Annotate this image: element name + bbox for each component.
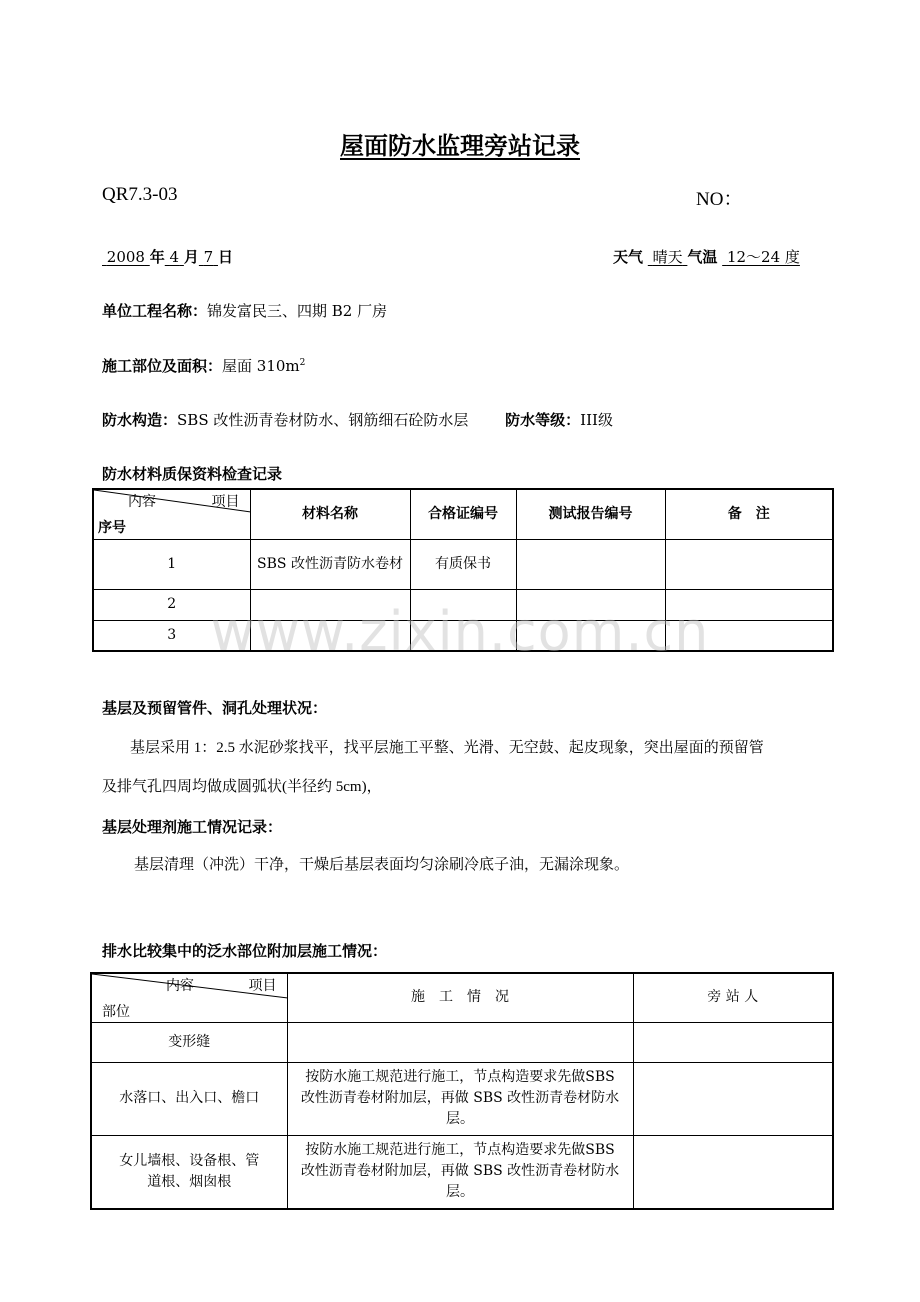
location-line (102, 355, 305, 376)
row-supervisor (633, 1062, 833, 1135)
primer-text: 基层清理（冲洗）干净，干燥后基层表面均匀涂刷冷底子油，无漏涂现象。 (134, 857, 630, 873)
corner-label-content: 内容 (128, 494, 156, 510)
row-part: 水落口、出入口、檐口 (91, 1062, 287, 1135)
location-superscript: 2 (299, 358, 306, 368)
row-report (516, 539, 665, 589)
drain-table (90, 972, 834, 1210)
corner-label-item: 项目 (211, 494, 240, 510)
row-description: 按防水施工规范进行施工，节点构造要求先做SBS 改性沥青卷材附加层，再做 SBS 改性沥青卷材防水层。 (287, 1135, 633, 1209)
location-label: 施工部位及面积： (102, 357, 223, 375)
row-serial: 2 (93, 589, 250, 620)
grade-value: III级 (580, 411, 613, 429)
drain-corner-cell (91, 973, 287, 1022)
materials-header-row (93, 489, 833, 539)
row-supervisor (633, 1135, 833, 1209)
weather-label: 天气 (613, 248, 644, 266)
project-value: 锦发富民三、四期 B2 厂房 (207, 302, 388, 320)
corner-label-content: 内容 (166, 978, 194, 994)
month-label: 月 (183, 248, 199, 266)
drain-section-title: 排水比较集中的泛水部位附加层施工情况： (102, 942, 388, 960)
header-construction-status: 施 工 情 况 (287, 973, 633, 1022)
structure-value: SBS 改性沥青卷材防水、钢筋细石砼防水层 (177, 411, 469, 429)
corner-label-serial: 序号 (98, 520, 126, 536)
structure-line (102, 409, 862, 430)
project-label: 单位工程名称： (102, 302, 208, 320)
location-value: 屋面 310m (222, 357, 300, 375)
table-row (91, 1022, 833, 1062)
temperature-label: 气温 (687, 248, 718, 266)
date-day: 7 (203, 248, 214, 266)
row-part: 变形缝 (91, 1022, 287, 1062)
header-test-report-no: 测试报告编号 (516, 489, 665, 539)
header-remarks: 备 注 (665, 489, 833, 539)
table-row (91, 1135, 833, 1209)
header-certificate-no: 合格证编号 (410, 489, 516, 539)
date-line (102, 246, 233, 267)
table-row (93, 539, 833, 589)
drain-header-row (91, 973, 833, 1022)
date-year: 2008 (106, 248, 145, 266)
corner-label-item: 项目 (248, 978, 277, 994)
structure-label: 防水构造： (102, 411, 178, 429)
base-section-title: 基层及预留管件、洞孔处理状况： (102, 699, 328, 717)
number-label: NO： (696, 189, 743, 210)
project-line (102, 300, 387, 321)
row-supervisor (633, 1022, 833, 1062)
corner-label-part: 部位 (102, 1004, 130, 1020)
header-material-name: 材料名称 (250, 489, 410, 539)
row-note (665, 539, 833, 589)
row-serial: 1 (93, 539, 250, 589)
base-text-line-2: 及排气孔四周均做成圆弧状(半径约 5cm)， (102, 779, 382, 795)
page-title: 屋面防水监理旁站记录 (340, 132, 580, 160)
base-text-line-1: 基层采用 1：2.5 水泥砂浆找平，找平层施工平整、光滑、无空鼓、起皮现象，突出屋面的预留管 (130, 740, 764, 756)
table-row (91, 1062, 833, 1135)
header-supervisor: 旁 站 人 (633, 973, 833, 1022)
temperature-value: 12～24 度 (726, 248, 800, 266)
row-description: 按防水施工规范进行施工，节点构造要求先做SBS 改性沥青卷材附加层，再做 SBS 改性沥青卷材防水层。 (287, 1062, 633, 1135)
grade-label: 防水等级： (505, 411, 581, 429)
row-certificate: 有质保书 (410, 539, 516, 589)
day-label: 日 (218, 248, 234, 266)
row-part: 女儿墙根、设备根、管道根、烟囱根 (91, 1135, 287, 1209)
row-material-name: SBS 改性沥青防水卷材 (250, 539, 410, 589)
materials-corner-cell (93, 489, 250, 539)
date-month: 4 (169, 248, 180, 266)
materials-section-title: 防水材料质保资料检查记录 (102, 465, 283, 483)
watermark: www.zixin.com.cn (210, 600, 710, 663)
row-serial: 3 (93, 620, 250, 651)
weather-value: 晴天 (652, 248, 683, 266)
document-code: QR7.3-03 (102, 184, 178, 205)
primer-section-title: 基层处理剂施工情况记录： (102, 818, 283, 836)
row-description (287, 1022, 633, 1062)
year-label: 年 (149, 248, 165, 266)
weather-line (613, 246, 800, 267)
